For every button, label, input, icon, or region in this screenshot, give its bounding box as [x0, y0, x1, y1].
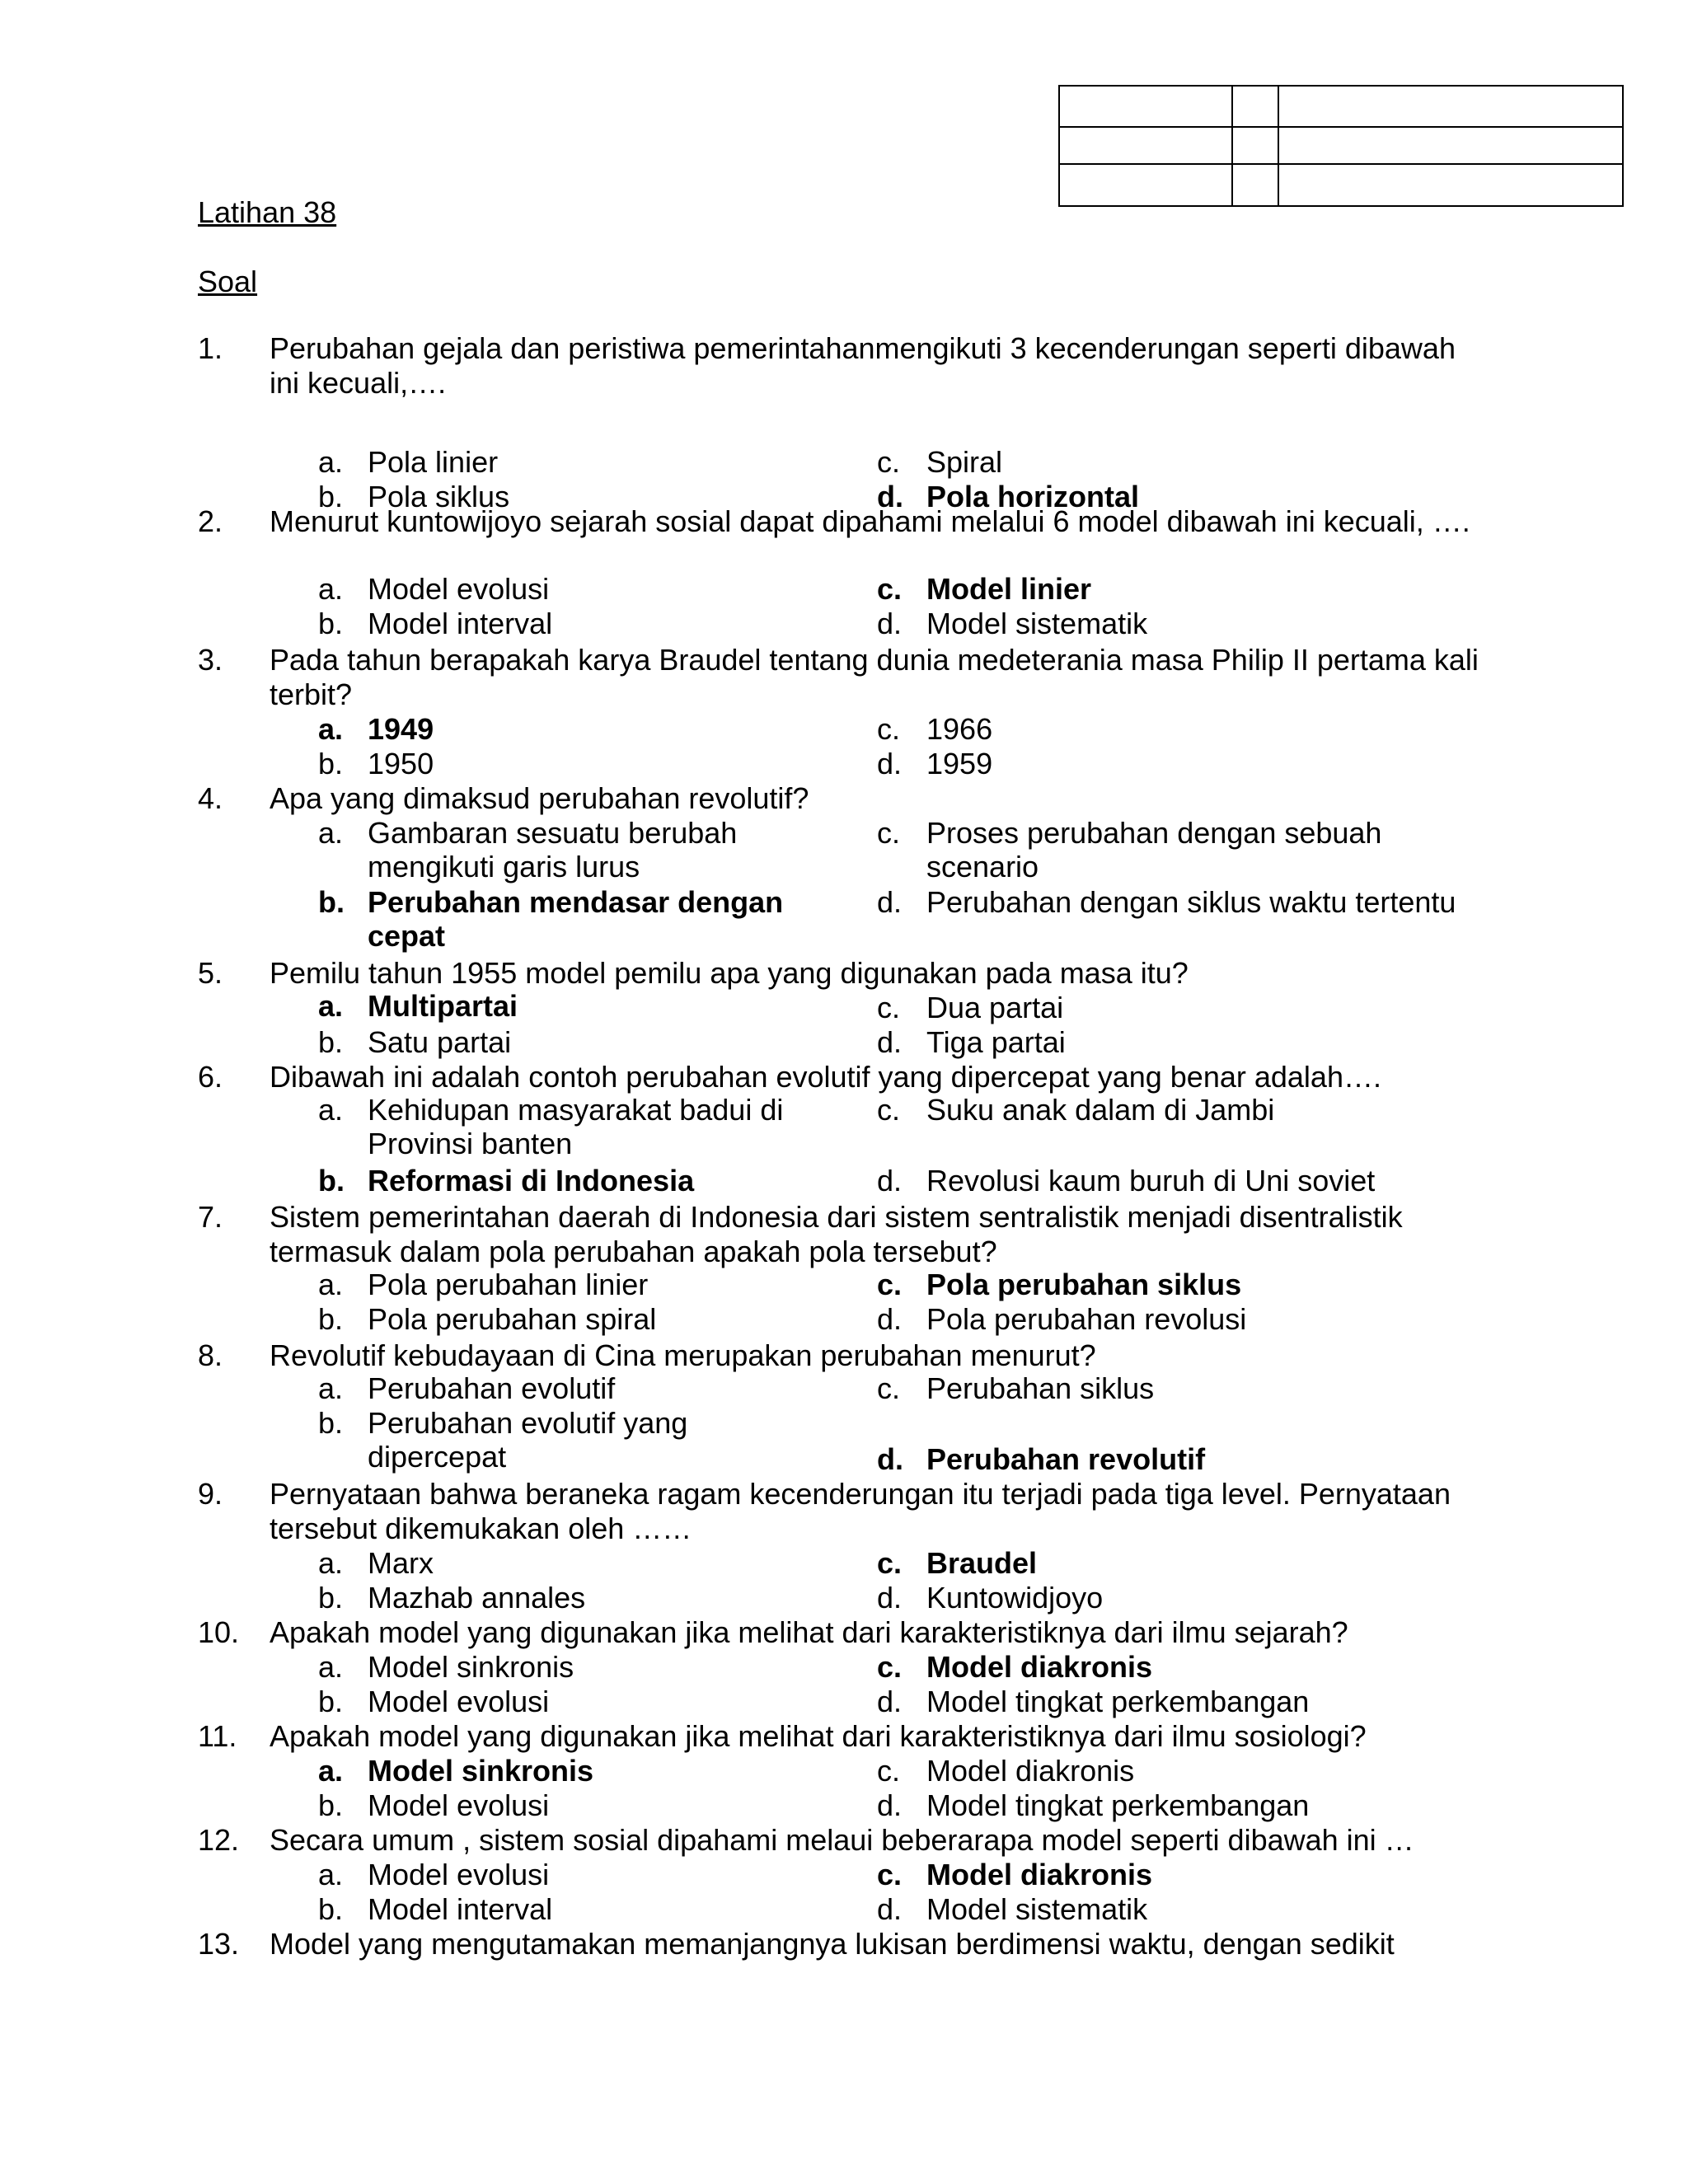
page-title: Latihan 38 [198, 195, 337, 229]
option-letter: b. [318, 1406, 344, 1440]
option-text: Pola perubahan spiral [368, 1302, 657, 1336]
option-text: Proses perubahan dengan sebuah scenario [926, 816, 1382, 883]
question-number: 1. [198, 331, 223, 365]
option-text: Model evolusi [368, 572, 550, 606]
option-text: Model diakronis [926, 1858, 1153, 1891]
option-letter: c. [877, 1268, 903, 1301]
option-letter: d. [877, 885, 903, 919]
grid-line [1278, 87, 1279, 205]
grid-line [1060, 163, 1622, 165]
option-letter: d. [877, 1164, 903, 1197]
question-text: Apakah model yang digunakan jika melihat dari karakteristiknya dari ilmu sejarah? [270, 1615, 1348, 1649]
question-number: 8. [198, 1338, 223, 1372]
question-text: Dibawah ini adalah contoh perubahan evolutif yang dipercepat yang benar adalah…. [270, 1060, 1381, 1094]
option-letter: d. [877, 1025, 903, 1059]
option-text: 1959 [926, 747, 993, 780]
option-letter: b. [318, 1164, 345, 1197]
option-letter: c. [877, 572, 903, 606]
option-text: Spiral [926, 445, 1003, 479]
section-title: Soal [198, 265, 258, 298]
option-letter: b. [318, 607, 344, 640]
option-text: 1949 [368, 712, 434, 746]
question-number: 12. [198, 1823, 240, 1857]
option-letter: c. [877, 1858, 903, 1891]
question-text: Apakah model yang digunakan jika melihat dari karakteristiknya dari ilmu sosiologi? [270, 1719, 1367, 1753]
option-letter: a. [318, 572, 344, 606]
option-letter: d. [877, 747, 903, 780]
option-letter: a. [318, 1546, 344, 1580]
question-number: 7. [198, 1200, 223, 1234]
option-letter: c. [877, 1546, 903, 1580]
option-letter: a. [318, 1371, 344, 1405]
option-letter: d. [877, 1302, 903, 1336]
option-letter: a. [318, 989, 344, 1023]
option-text: Suku anak dalam di Jambi [926, 1093, 1275, 1127]
question-text: Secara umum , sistem sosial dipahami melaui beberarapa model seperti dibawah ini … [270, 1823, 1414, 1857]
option-text: Perubahan mendasar dengan cepat [368, 885, 784, 953]
option-text: Gambaran sesuatu berubah mengikuti garis lurus [368, 816, 738, 883]
option-text: Model evolusi [368, 1858, 550, 1891]
option-letter: c. [877, 1650, 903, 1684]
option-letter: b. [318, 1025, 344, 1059]
option-text: Perubahan evolutif [368, 1371, 616, 1405]
option-text: Model sinkronis [368, 1650, 574, 1684]
option-letter: d. [877, 480, 903, 513]
option-text: Model diakronis [926, 1754, 1135, 1788]
option-letter: a. [318, 712, 344, 746]
option-text: Pola siklus [368, 480, 510, 513]
option-text: Multipartai [368, 989, 518, 1023]
option-letter: a. [318, 445, 344, 479]
question-text: Menurut kuntowijoyo sejarah sosial dapat dipahami melalui 6 model dibawah ini kecuali, …. [270, 504, 1470, 538]
option-text: Tiga partai [926, 1025, 1066, 1059]
option-text: Marx [368, 1546, 434, 1580]
option-text: Perubahan siklus [926, 1371, 1155, 1405]
question-text: Model yang mengutamakan memanjangnya lukisan berdimensi waktu, dengan sedikit [270, 1927, 1395, 1961]
score-grid-box [1058, 85, 1624, 207]
option-letter: c. [877, 1093, 901, 1127]
option-letter: b. [318, 1581, 344, 1615]
question-text: Sistem pemerintahan daerah di Indonesia dari sistem sentralistik menjadi disentralistik termasuk dalam pola perubahan apakah pola tersebut? [270, 1200, 1403, 1268]
option-letter: b. [318, 1302, 344, 1336]
option-letter: a. [318, 1858, 344, 1891]
option-letter: b. [318, 747, 344, 780]
option-text: Model evolusi [368, 1788, 550, 1822]
option-letter: a. [318, 1093, 344, 1127]
option-text: Perubahan revolutif [926, 1442, 1206, 1476]
question-text: Pemilu tahun 1955 model pemilu apa yang digunakan pada masa itu? [270, 956, 1189, 990]
option-text: Pola horizontal [926, 480, 1140, 513]
option-text: Model evolusi [368, 1685, 550, 1718]
option-letter: c. [877, 1754, 901, 1788]
option-text: Model interval [368, 607, 553, 640]
option-letter: a. [318, 816, 344, 850]
option-text: Model diakronis [926, 1650, 1153, 1684]
option-text: Dua partai [926, 991, 1064, 1024]
option-letter: a. [318, 1650, 344, 1684]
option-text: 1966 [926, 712, 993, 746]
question-number: 6. [198, 1060, 223, 1094]
option-text: Pola linier [368, 445, 499, 479]
option-letter: d. [877, 1581, 903, 1615]
question-number: 13. [198, 1927, 240, 1961]
option-letter: d. [877, 1788, 903, 1822]
option-text: Braudel [926, 1546, 1038, 1580]
option-text: Model sinkronis [368, 1754, 594, 1788]
option-text: Perubahan evolutif yang dipercepat [368, 1406, 688, 1474]
option-letter: d. [877, 1442, 903, 1476]
question-number: 4. [198, 781, 223, 815]
question-number: 5. [198, 956, 223, 990]
option-text: Kehidupan masyarakat badui di Provinsi banten [368, 1093, 784, 1160]
option-text: Model linier [926, 572, 1092, 606]
option-text: Kuntowidjoyo [926, 1581, 1104, 1615]
option-letter: a. [318, 1268, 344, 1301]
question-number: 3. [198, 643, 223, 677]
option-text: Model tingkat perkembangan [926, 1685, 1310, 1718]
question-number: 11. [198, 1719, 237, 1753]
option-letter: d. [877, 607, 903, 640]
option-letter: b. [318, 1892, 344, 1926]
option-letter: b. [318, 480, 344, 513]
option-letter: b. [318, 885, 345, 919]
option-letter: a. [318, 1754, 344, 1788]
question-text: Perubahan gejala dan peristiwa pemerintahanmengikuti 3 kecenderungan seperti dibawah ini kecuali,…. [270, 331, 1456, 400]
option-letter: d. [877, 1685, 903, 1718]
option-text: Pola perubahan linier [368, 1268, 649, 1301]
option-text: Mazhab annales [368, 1581, 586, 1615]
question-text: Pernyataan bahwa beraneka ragam kecenderungan itu terjadi pada tiga level. Pernyataan tersebut dikemukakan oleh …… [270, 1477, 1451, 1545]
question-text: Revolutif kebudayaan di Cina merupakan perubahan menurut? [270, 1338, 1096, 1372]
option-text: Revolusi kaum buruh di Uni soviet [926, 1164, 1376, 1197]
option-text: Model sistematik [926, 1892, 1148, 1926]
option-text: Satu partai [368, 1025, 512, 1059]
option-text: Perubahan dengan siklus waktu tertentu [926, 885, 1456, 919]
option-text: Model sistematik [926, 607, 1148, 640]
option-letter: b. [318, 1685, 344, 1718]
option-letter: c. [877, 991, 901, 1024]
option-text: 1950 [368, 747, 434, 780]
question-text: Apa yang dimaksud perubahan revolutif? [270, 781, 809, 815]
option-letter: c. [877, 1371, 901, 1405]
option-text: Model interval [368, 1892, 553, 1926]
question-number: 2. [198, 504, 223, 538]
option-letter: c. [877, 816, 901, 850]
option-text: Model tingkat perkembangan [926, 1788, 1310, 1822]
option-letter: c. [877, 445, 901, 479]
option-letter: c. [877, 712, 901, 746]
option-text: Pola perubahan siklus [926, 1268, 1242, 1301]
question-number: 9. [198, 1477, 223, 1511]
question-text: Pada tahun berapakah karya Braudel tentang dunia medeterania masa Philip II pertama kali terbit? [270, 643, 1479, 711]
option-letter: d. [877, 1892, 903, 1926]
grid-line [1060, 126, 1622, 128]
option-text: Pola perubahan revolusi [926, 1302, 1247, 1336]
option-letter: b. [318, 1788, 344, 1822]
question-number: 10. [198, 1615, 240, 1649]
option-text: Reformasi di Indonesia [368, 1164, 695, 1197]
grid-line [1231, 87, 1233, 205]
